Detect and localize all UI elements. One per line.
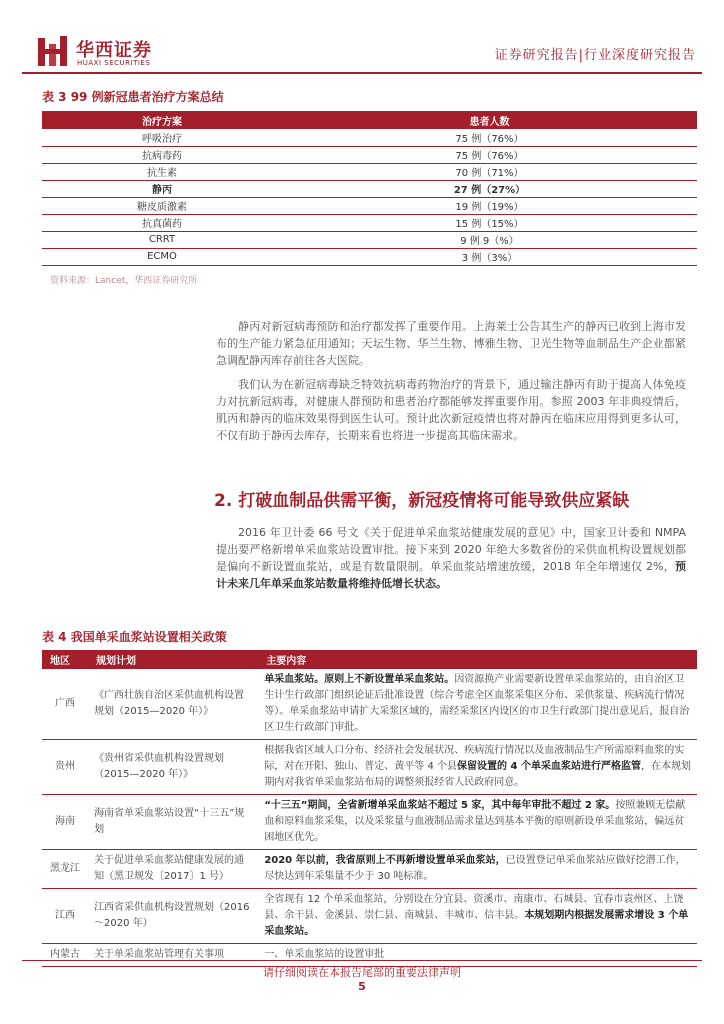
table4-cell-region: 海南 [42,795,88,850]
table3-cell-treatment: 呼吸治疗 [42,129,282,146]
table-row [42,669,697,740]
table4-header-region: 地区 [42,650,88,669]
table3-cell-patients: 27 例（27%） [282,180,697,197]
table3-cell-treatment: 糖皮质激素 [42,197,282,214]
table-row [42,163,697,180]
table-row [42,231,697,248]
table4-cell-region: 贵州 [42,740,88,795]
content-emphasis: “十三五”期间，全省新增单采血浆站不超过 5 家，其中每年审批不超过 2 家。 [264,800,616,811]
body-paragraph-3 [216,524,686,592]
table4-cell-region: 广西 [42,669,88,740]
table4-cell-plan: 《贵州省采供血机构设置规划（2015—2020 年）》 [88,740,258,795]
content-text: 按照兼顾无偿献血和原料血浆采集，以及采浆量与血液制品需求量达到基本平衡的原则新设单采血浆站，偏远贫困地区优先。 [264,800,686,843]
table4-cell-plan: 江西省采供血机构设置规划（2016～2020 年） [88,889,258,944]
table3-header-patients: 患者人数 [282,111,697,129]
header-divider [22,72,702,74]
table4-cell-content [258,669,697,740]
paragraph-3-emphasis: 预计未来几年单采血浆站数量将维持低增长状态。 [216,560,686,590]
page-number: 5 [358,980,366,993]
table3-cell-patients: 9 例 9（%） [282,231,697,248]
table3-cell-treatment: 静丙 [42,180,282,197]
table3-cell-patients: 15 例（15%） [282,214,697,231]
logo-chinese-name: 华西证券 [76,40,152,61]
table4-cell-content: 一、单采血浆站的设置审批 [258,944,697,967]
table3-cell-patients: 3 例（3%） [282,248,697,265]
table3-cell-treatment: 抗病毒药 [42,146,282,163]
content-tail-text: ，在本规划期内对我省单采血浆站布局的调整须报经省人民政府同意。 [264,761,691,788]
table-row [42,197,697,214]
table3-cell-patients: 75 例（76%） [282,129,697,146]
table3-treatment-summary [42,111,697,266]
table4-cell-plan: 《广西壮族自治区采供血机构设置规划（2015—2020 年）》 [88,669,258,740]
table4-cell-content [258,740,697,795]
table-row [42,795,697,850]
content-emphasis: 本规划期内根据发展需求增设 3 个单采血浆站。 [264,910,689,937]
table-row [42,850,697,889]
content-emphasis: 保留设置的 4 个单采血浆站进行严格监管 [457,761,641,772]
table4-cell-plan: 关于促进单采血浆站健康发展的通知（黑卫规发〔2017〕1 号） [88,850,258,889]
body-paragraph-2: 我们认为在新冠病毒缺乏特效抗病毒药物治疗的背景下，通过输注静丙有助于提高人体免疫力对抗新冠病毒，对健康人群预防和患者治疗都能够发挥重要作用。参照 2003 年非典疫情后，肌丙和静丙的临床效果得到医生认可。预计此次新冠疫情也将对静丙在临床应用得到更多认可，不仅有助于静丙去库存，长期来看也将进一步提高其临床需求。 [216,378,686,442]
table4-cell-content [258,795,697,850]
table-row [42,129,697,146]
table-row [42,146,697,163]
table3-cell-patients: 75 例（76%） [282,146,697,163]
table4-cell-region: 黑龙江 [42,850,88,889]
table-row-highlighted [42,180,697,197]
table3-cell-treatment: ECMO [42,248,282,265]
table-row [42,214,697,231]
legal-disclaimer-note: 请仔细阅读在本报告尾部的重要法律声明 [263,966,461,979]
table3-cell-treatment: 抗生素 [42,163,282,180]
table3-header-treatment: 治疗方案 [42,111,282,129]
table-row [42,740,697,795]
table-row [42,248,697,265]
table4-plasma-station-policies [42,650,697,967]
table4-cell-plan: 海南省单采血浆站设置“十三五”规划 [88,795,258,850]
content-text: 因资源换产业需要新设置单采血浆站的，由自治区卫生计生行政部门组织论证后批准设置（综合考虑全区血浆采集区分布、采供浆量、疾病流行情况等）。单采血浆站申请扩大采浆区域的，需经采浆区内设区的市卫生行政部门提出意见后，报自治区卫生行政部门审批。 [264,674,690,733]
paragraph-3-text: 2016 年卫计委 66 号文《关于促进单采血浆站健康发展的意见》中，国家卫计委和 NMPA 提出要严格新增单采血浆站设置审批。接下来到 2020 年绝大多数省份的采供血机构设置规划都是偏向不新设置血浆站，或是有数量限制。单采血浆站增速放缓，2018 年全年增速仅 2%， [216,526,686,573]
body-paragraph-1: 静丙对新冠病毒预防和治疗都发挥了重要作用。上海莱士公告其生产的静丙已收到上海市发布的生产能力紧急征用通知；天坛生物、华兰生物、博雅生物、卫光生物等血制品生产企业都紧急调配静丙库存前往各大医院。 [216,320,686,367]
content-emphasis: 2020 年以前，我省原则上不再新增设置单采血浆站， [264,855,506,866]
section-title: 2. 打破血制品供需平衡，新冠疫情将可能导致供应紧缺 [214,491,630,511]
table4-cell-region: 江西 [42,889,88,944]
table4-title: 表 4 我国单采血浆站设置相关政策 [42,630,227,644]
content-text: 根据我省区域人口分布、经济社会发展状况、疾病流行情况以及血液制品生产所需原料血浆的实际，对在开阳、独山、普定、黄平等 4 个县 [264,745,685,772]
page-header [28,22,696,66]
logo-english-name: HUAXI SECURITIES [77,59,151,67]
table-row [42,889,697,944]
table3-cell-patients: 70 例（71%） [282,163,697,180]
content-emphasis: 单采血浆站。原则上不新设置单采血浆站。 [264,674,455,685]
table4-cell-content [258,889,697,944]
content-text: 已设置登记单采血浆站应做好挖潜工作，尽快达到年采集量不少于 30 吨标准。 [264,855,686,882]
table4-header-row [42,650,697,669]
table4-header-content: 主要内容 [258,650,697,669]
table3-source-note: 资料来源：Lancet，华西证券研究所 [50,276,198,286]
table3-header-row [42,111,697,129]
footer-divider [22,960,702,961]
report-type-label: 证券研究报告|行业深度研究报告 [494,48,696,63]
table4-cell-region: 内蒙古 [42,944,88,967]
content-text: 全省现有 12 个单采血浆站，分别设在分宜县、资溪市、南康市、石城县、宜春市袁州区、上饶县、余干县、金溪县、崇仁县、南城县、丰城市、信丰县。 [264,894,684,921]
table3-cell-treatment: CRRT [42,231,282,248]
table4-header-plan: 规划计划 [88,650,258,669]
table3-cell-patients: 19 例（19%） [282,197,697,214]
table3-title: 表 3 99 例新冠患者治疗方案总结 [42,90,224,104]
table4-cell-plan: 关于单采血浆站管理有关事项 [88,944,258,967]
huaxi-logo-icon [36,34,70,68]
table3-cell-treatment: 抗真菌药 [42,214,282,231]
table4-cell-content [258,850,697,889]
